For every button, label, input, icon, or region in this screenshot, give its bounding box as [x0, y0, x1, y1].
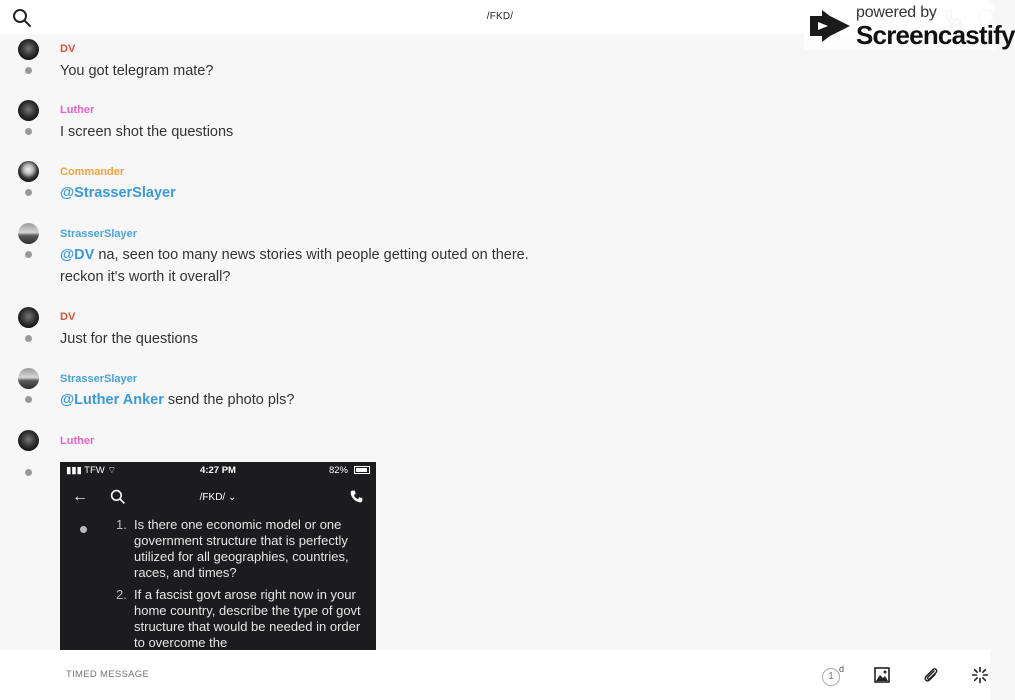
phone-carrier: ▮▮▮ TFW ⌔	[66, 465, 117, 476]
avatar[interactable]	[18, 39, 39, 60]
mention-link[interactable]: @StrasserSlayer	[60, 185, 176, 201]
phone-status-bar	[60, 462, 376, 480]
image-attachment[interactable]	[60, 462, 376, 650]
timer-value: 1	[822, 668, 840, 686]
status-dot	[25, 251, 32, 258]
avatar[interactable]	[18, 368, 39, 389]
message-text-part: reckon it's worth it overall?	[60, 269, 231, 285]
message-text-part: send the photo pls?	[163, 392, 295, 408]
screencastify-watermark	[804, 2, 1015, 50]
status-dot	[25, 189, 32, 196]
question-list	[116, 517, 366, 657]
avatar[interactable]	[18, 307, 39, 328]
message-text: I screen shot the questions	[60, 124, 234, 140]
status-dot	[25, 67, 32, 74]
status-dot	[25, 128, 32, 135]
message-author[interactable]: Luther	[60, 435, 95, 447]
image-icon[interactable]	[873, 666, 891, 684]
phone-channel-title: /FKD/ ⌄	[199, 492, 237, 503]
message-author[interactable]: StrasserSlayer	[60, 228, 138, 240]
status-dot	[80, 526, 87, 533]
status-dot	[25, 469, 32, 476]
paperclip-icon[interactable]	[922, 666, 940, 684]
message-text: Just for the questions	[60, 331, 198, 347]
avatar[interactable]	[18, 100, 39, 121]
message-text-part: na, seen too many news stories with people getting outed on there.	[94, 247, 529, 263]
message-author[interactable]: DV	[60, 43, 76, 55]
battery-icon	[354, 466, 370, 474]
message-text: You got telegram mate?	[60, 63, 214, 79]
phone-time: 4:27 PM	[200, 465, 236, 476]
mention-link[interactable]: @DV	[60, 247, 95, 263]
message-author[interactable]: StrasserSlayer	[60, 373, 138, 385]
timer-icon[interactable]	[822, 664, 846, 688]
list-item: 1. Is there one economic model or one government structure that is perfectly utilized for all geographies, countries, races, and times?	[116, 517, 349, 580]
message-composer	[0, 650, 990, 700]
message-author[interactable]: Luther	[60, 104, 95, 116]
screencastify-logo-icon	[808, 8, 852, 44]
message-author[interactable]: DV	[60, 311, 76, 323]
avatar[interactable]	[18, 430, 39, 451]
avatar[interactable]	[18, 161, 39, 182]
mention-link[interactable]: @Luther Anker	[60, 392, 164, 408]
avatar[interactable]	[18, 223, 39, 244]
message-input[interactable]	[64, 668, 668, 681]
phone-nav-bar	[60, 484, 376, 510]
message-text	[60, 182, 176, 204]
timer-unit: d	[839, 664, 845, 674]
back-arrow-icon: ←	[72, 488, 88, 505]
phone-icon	[349, 489, 364, 504]
sparkle-icon[interactable]	[971, 666, 989, 684]
watermark-powered-by: powered by	[856, 4, 937, 21]
phone-battery-percent: 82%	[328, 465, 348, 476]
status-dot	[25, 396, 32, 403]
message-author[interactable]: Commander	[60, 166, 125, 178]
watermark-brand: Screencastify	[856, 20, 1015, 50]
message-text	[60, 244, 529, 288]
list-item: 2. If a fascist govt arose right now in your home country, describe the type of govt structure that would be needed in order to overcome the	[116, 587, 361, 650]
channel-title[interactable]: /FKD/	[486, 11, 514, 22]
status-dot	[25, 335, 32, 342]
message-text	[60, 389, 294, 411]
